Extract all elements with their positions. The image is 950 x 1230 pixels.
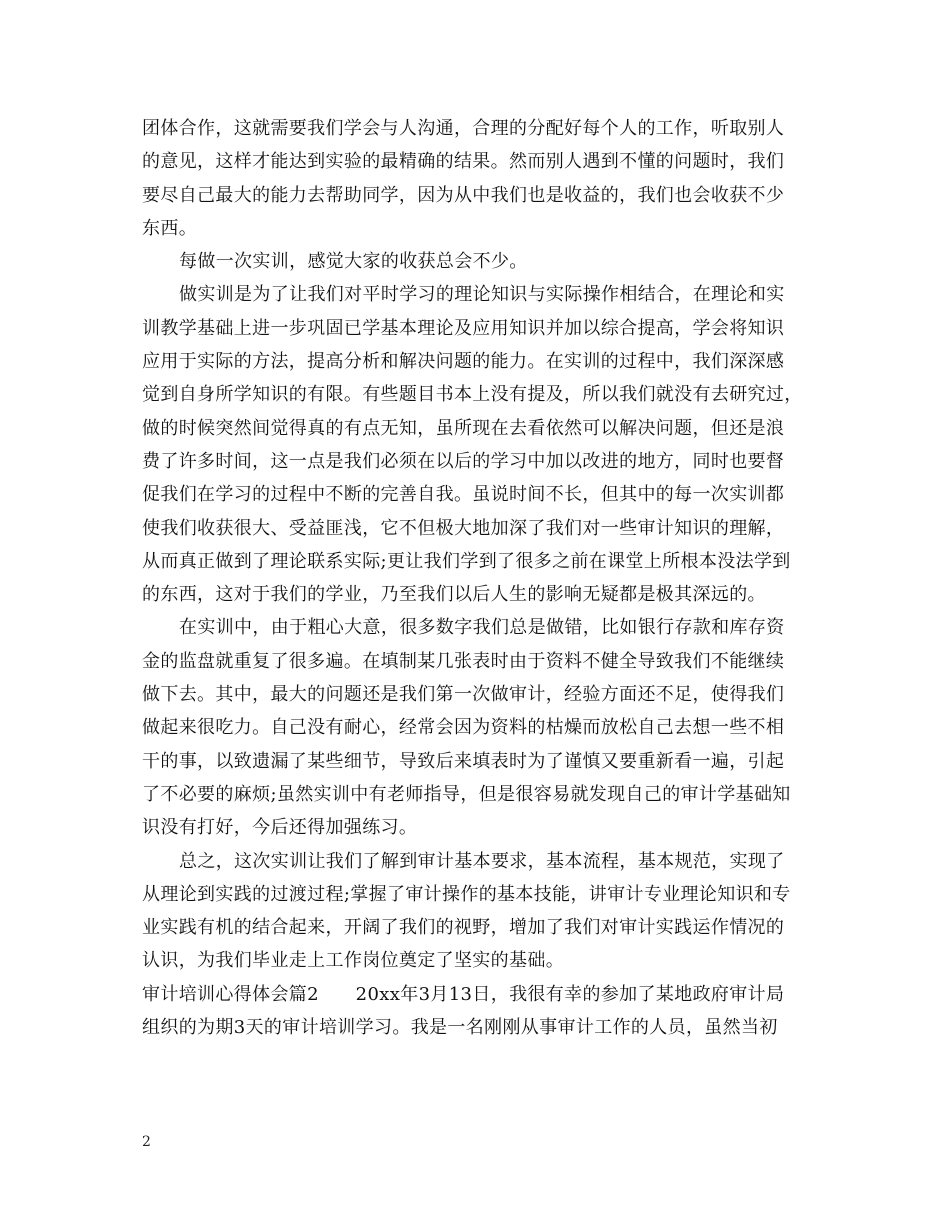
text-line: 做起来很吃力。自己没有耐心，经常会因为资料的枯燥而放松自己去想一些不相 xyxy=(142,717,785,739)
text-line: 费了许多时间，这一点是我们必须在以后的学习中加以改进的地方，同时也要督 xyxy=(142,450,785,472)
text-line: 认识，为我们毕业走上工作岗位奠定了坚实的基础。 xyxy=(142,950,565,972)
text-line: 促我们在学习的过程中不断的完善自我。虽说时间不长，但其中的每一次实训都 xyxy=(142,484,785,506)
text-line: 东西。 xyxy=(142,217,198,239)
document-body xyxy=(142,112,822,1044)
text-line: 从理论到实践的过渡过程;掌握了审计操作的基本技能，讲审计专业理论知识和专 xyxy=(142,883,791,905)
section-heading-line: 审计培训心得体会篇2 20xx年3月13日，我很有幸的参加了某地政府审计局 xyxy=(142,983,785,1005)
text-line: 了不必要的麻烦;虽然实训中有老师指导，但是很容易就发现自己的审计学基础知 xyxy=(142,783,791,805)
text-line: 做下去。其中，最大的问题还是我们第一次做审计，经验方面还不足，使得我们 xyxy=(142,684,785,706)
text-line: 使我们收获很大、受益匪浅，它不但极大地加深了我们对一些审计知识的理解， xyxy=(142,517,785,539)
text-line: 识没有打好，今后还得加强练习。 xyxy=(142,817,418,839)
paragraph-start-line: 在实训中，由于粗心大意，很多数字我们总是做错，比如银行存款和库存资 xyxy=(179,617,785,639)
text-line: 干的事，以致遗漏了某些细节，导致后来填表时为了谨慎又要重新看一遍，引起 xyxy=(142,750,785,772)
text-line: 从而真正做到了理论联系实际;更让我们学到了很多之前在课堂上所根本没法学到 xyxy=(142,550,791,572)
text-line: 金的监盘就重复了很多遍。在填制某几张表时由于资料不健全导致我们不能继续 xyxy=(142,650,785,672)
page-number: 2 xyxy=(142,1134,151,1150)
text-line: 的东西，这对于我们的学业，乃至我们以后人生的影响无疑都是极其深远的。 xyxy=(142,584,766,606)
text-line: 团体合作，这就需要我们学会与人沟通，合理的分配好每个人的工作，听取别人 xyxy=(142,118,785,139)
text-line: 组织的为期3天的审计培训学习。我是一名刚刚从事审计工作的人员，虽然当初 xyxy=(142,1017,778,1039)
paragraph-start-line: 每做一次实训，感觉大家的收获总会不少。 xyxy=(179,251,528,273)
text-line: 要尽自己最大的能力去帮助同学，因为从中我们也是收益的，我们也会收获不少 xyxy=(142,184,785,206)
text-line: 的意见，这样才能达到实验的最精确的结果。然而别人遇到不懂的问题时，我们 xyxy=(142,151,785,173)
text-line: 觉到自身所学知识的有限。有些题目书本上没有提及，所以我们就没有去研究过， xyxy=(142,384,803,406)
paragraph-start-line: 总之，这次实训让我们了解到审计基本要求，基本流程，基本规范，实现了 xyxy=(179,850,785,872)
text-line: 应用于实际的方法，提高分析和解决问题的能力。在实训的过程中，我们深深感 xyxy=(142,351,785,373)
text-line: 业实践有机的结合起来，开阔了我们的视野，增加了我们对审计实践运作情况的 xyxy=(142,917,785,939)
paragraph-start-line: 做实训是为了让我们对平时学习的理论知识与实际操作相结合，在理论和实 xyxy=(179,284,785,306)
text-line: 做的时候突然间觉得真的有点无知，虽所现在去看依然可以解决问题，但还是浪 xyxy=(142,417,785,439)
text-line: 训教学基础上进一步巩固已学基本理论及应用知识并加以综合提高，学会将知识 xyxy=(142,317,785,339)
